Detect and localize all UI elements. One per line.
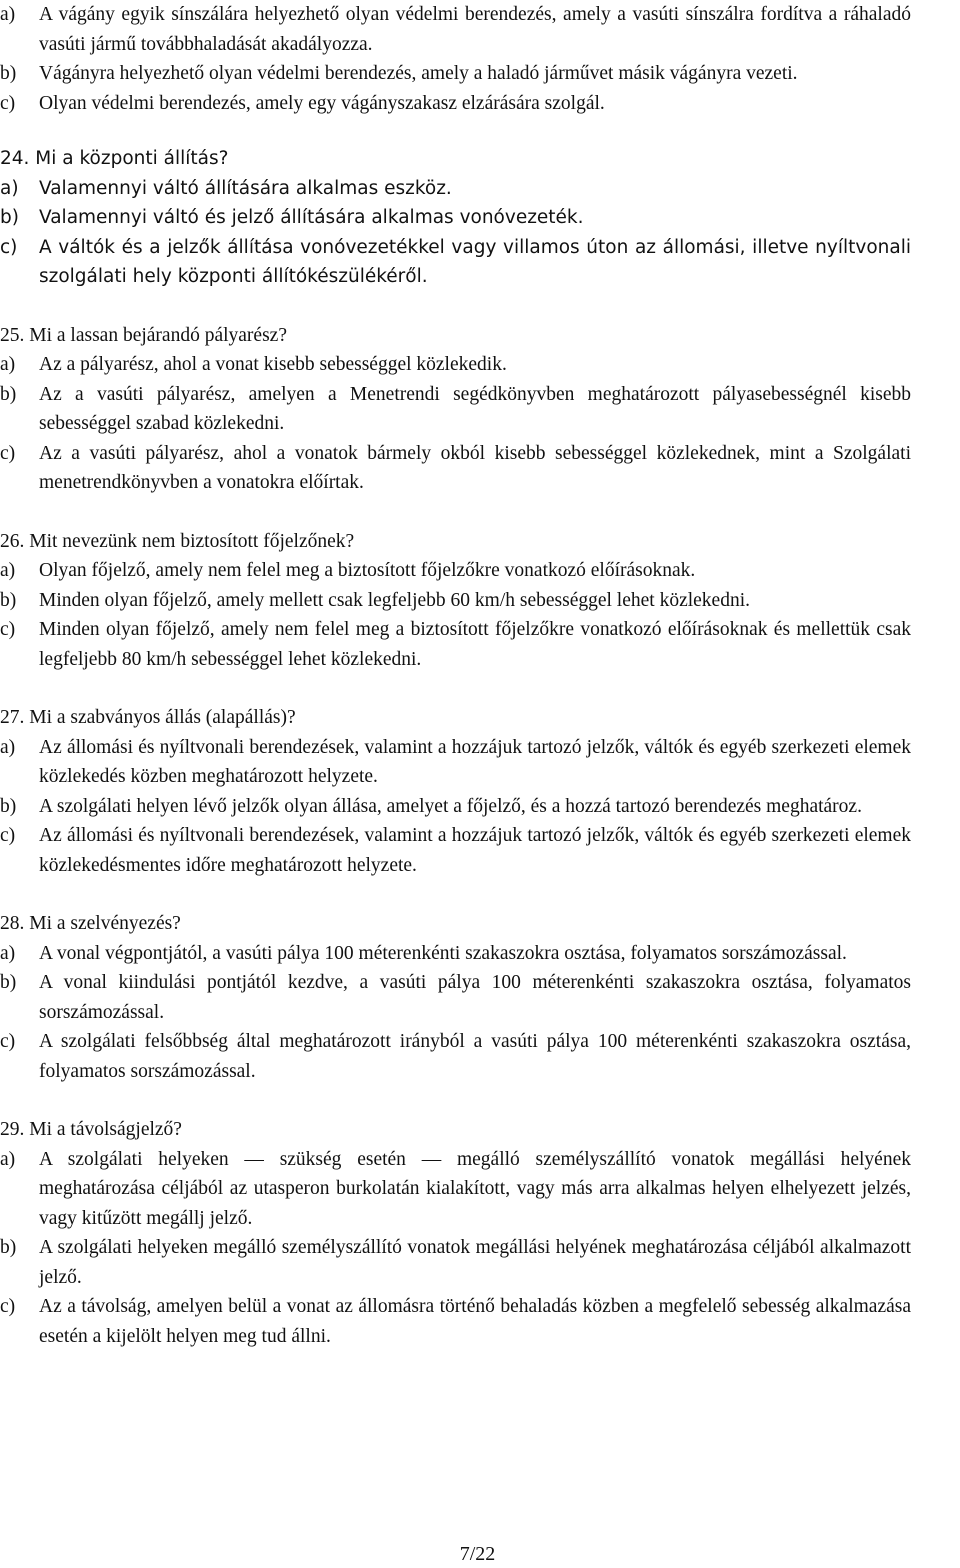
option-label: b) (0, 207, 19, 228)
question-block (0, 909, 955, 1086)
option-text: A szolgálati helyen lévő jelzők olyan állása, amelyet a főjelző, és a hozzá tartozó berendezés meghatároz. (39, 795, 862, 817)
question-title: 29. Mi a távolságjelző? (0, 1119, 182, 1140)
option-label: c) (0, 825, 16, 846)
option-text: Olyan főjelző, amely nem felel meg a biztosított főjelzőkre vonatkozó előírásoknak. (39, 560, 696, 581)
option-text: Olyan védelmi berendezés, amely egy vágányszakasz elzárására szolgál. (39, 92, 605, 114)
answer-option (0, 821, 955, 880)
option-text: Minden olyan főjelző, amely nem felel meg a biztosított főjelzőkre vonatkozó előírásoknak és mellettük csak legfeljebb 80 km/h sebességgel lehet közlekedni. (39, 619, 911, 670)
option-text: Az állomási és nyíltvonali berendezések, valamint a hozzájuk tartozó jelzők, váltók és egyéb szerkezeti elemek közlekedésmentes időre meghatározott helyzete. (39, 825, 911, 876)
question-block (0, 527, 955, 675)
option-text: Vágányra helyezhető olyan védelmi berendezés, amely a haladó járművet másik vágányra vezeti. (39, 63, 798, 84)
option-text: Minden olyan főjelző, amely mellett csak legfeljebb 60 km/h sebességgel lehet közlekedni. (39, 589, 750, 611)
option-label: a) (0, 354, 16, 375)
question-title: 25. Mi a lassan bejárandó pályarész? (0, 324, 287, 346)
question-block (0, 0, 955, 118)
option-text: A váltók és a jelzők állítása vonóvezetékkel vagy villamos úton az állomási, illetve nyíltvonali szolgálati hely központi állítókészülékéről. (39, 236, 911, 287)
question-block (0, 144, 955, 292)
option-text: Az a vasúti pályarész, amelyen a Menetrendi segédkönyvben meghatározott pályasebességnél kisebb sebességgel szabad közlekedni. (39, 383, 911, 434)
option-text: A szolgálati helyeken megálló személyszállító vonatok megállási helyének meghatározása céljából alkalmazott jelző. (39, 1237, 911, 1288)
answer-option (0, 792, 955, 822)
answer-option (0, 59, 955, 89)
option-text: A szolgálati felsőbbség által meghatározott irányból a vasúti pálya 100 méterenkénti szakaszokra osztása, folyamatos sorszámozással. (39, 1031, 911, 1082)
option-text: Az a távolság, amelyen belül a vonat az állomásra történő behaladás közben a megfelelő sebesség alkalmazása esetén a kijelölt helyen meg tud állni. (39, 1296, 911, 1347)
answer-option (0, 733, 955, 792)
question-title: 26. Mit nevezünk nem biztosított főjelzőnek? (0, 530, 355, 552)
option-label: c) (0, 1296, 16, 1317)
option-text: Az a vasúti pályarész, ahol a vonatok bármely okból kisebb sebességgel közlekednek, mint a Szolgálati menetrendkönyvben a vonatokra előírtak. (39, 442, 911, 493)
question-block (0, 703, 955, 880)
option-label: a) (0, 736, 16, 758)
answer-option (0, 0, 955, 59)
answer-option (0, 89, 955, 119)
option-label: c) (0, 236, 18, 258)
answer-option (0, 556, 955, 586)
answer-option (0, 939, 955, 969)
page-number: 7/22 (459, 1543, 496, 1565)
question-block (0, 1115, 955, 1351)
question-title: 27. Mi a szabványos állás (alapállás)? (0, 707, 296, 728)
answer-option (0, 174, 955, 204)
option-label: b) (0, 589, 17, 611)
option-text: A vágány egyik sínszálára helyezhető olyan védelmi berendezés, amely a vasúti sínszálra fordítva a ráhaladó vasúti jármű továbbhaladását akadályozza. (39, 4, 911, 55)
option-text: Valamennyi váltó és jelző állítására alkalmas vonóvezeték. (39, 207, 584, 228)
option-label: c) (0, 619, 16, 640)
option-label: a) (0, 177, 19, 199)
option-label: c) (0, 442, 16, 464)
answer-option (0, 203, 955, 233)
option-text: A szolgálati helyeken — szükség esetén — megálló személyszállító vonatok megállási helyének meghatározása céljából az utasperon burkolatán kialakított, vagy más arra alkalmas helyen elhelyezett jelzés, vagy kitűzött megállj jelző. (39, 1148, 911, 1229)
answer-option (0, 968, 955, 1027)
option-text: Az állomási és nyíltvonali berendezések, valamint a hozzájuk tartozó jelzők, váltók és egyéb szerkezeti elemek közlekedés közben meghatározott helyzete. (39, 736, 911, 787)
answer-option (0, 350, 955, 380)
option-label: b) (0, 383, 17, 405)
option-label: a) (0, 942, 16, 964)
answer-option (0, 380, 955, 439)
answer-option (0, 1145, 955, 1234)
answer-option (0, 1233, 955, 1292)
option-text: Az a pályarész, ahol a vonat kisebb sebességgel közlekedik. (39, 354, 507, 375)
answer-option (0, 233, 955, 292)
option-text: A vonal végpontjától, a vasúti pálya 100 méterenkénti szakaszokra osztása, folyamatos sorszámozással. (39, 942, 847, 964)
question-block (0, 321, 955, 498)
option-label: a) (0, 560, 16, 581)
option-label: b) (0, 63, 17, 84)
answer-option (0, 586, 955, 616)
question-title: 24. Mi a központi állítás? (0, 148, 229, 169)
answer-option (0, 1292, 955, 1351)
option-label: b) (0, 795, 17, 817)
option-label: c) (0, 92, 16, 114)
option-label: b) (0, 1237, 17, 1258)
option-label: c) (0, 1031, 16, 1052)
option-label: a) (0, 1148, 16, 1170)
answer-option (0, 1027, 955, 1086)
option-text: A vonal kiindulási pontjától kezdve, a vasúti pálya 100 méterenkénti szakaszokra osztása, folyamatos sorszámozással. (39, 972, 911, 1023)
option-text: Valamennyi váltó állítására alkalmas eszköz. (39, 177, 452, 199)
answer-option (0, 439, 955, 498)
option-label: a) (0, 4, 16, 25)
question-title: 28. Mi a szelvényezés? (0, 913, 181, 934)
answer-option (0, 615, 955, 674)
option-label: b) (0, 972, 17, 993)
